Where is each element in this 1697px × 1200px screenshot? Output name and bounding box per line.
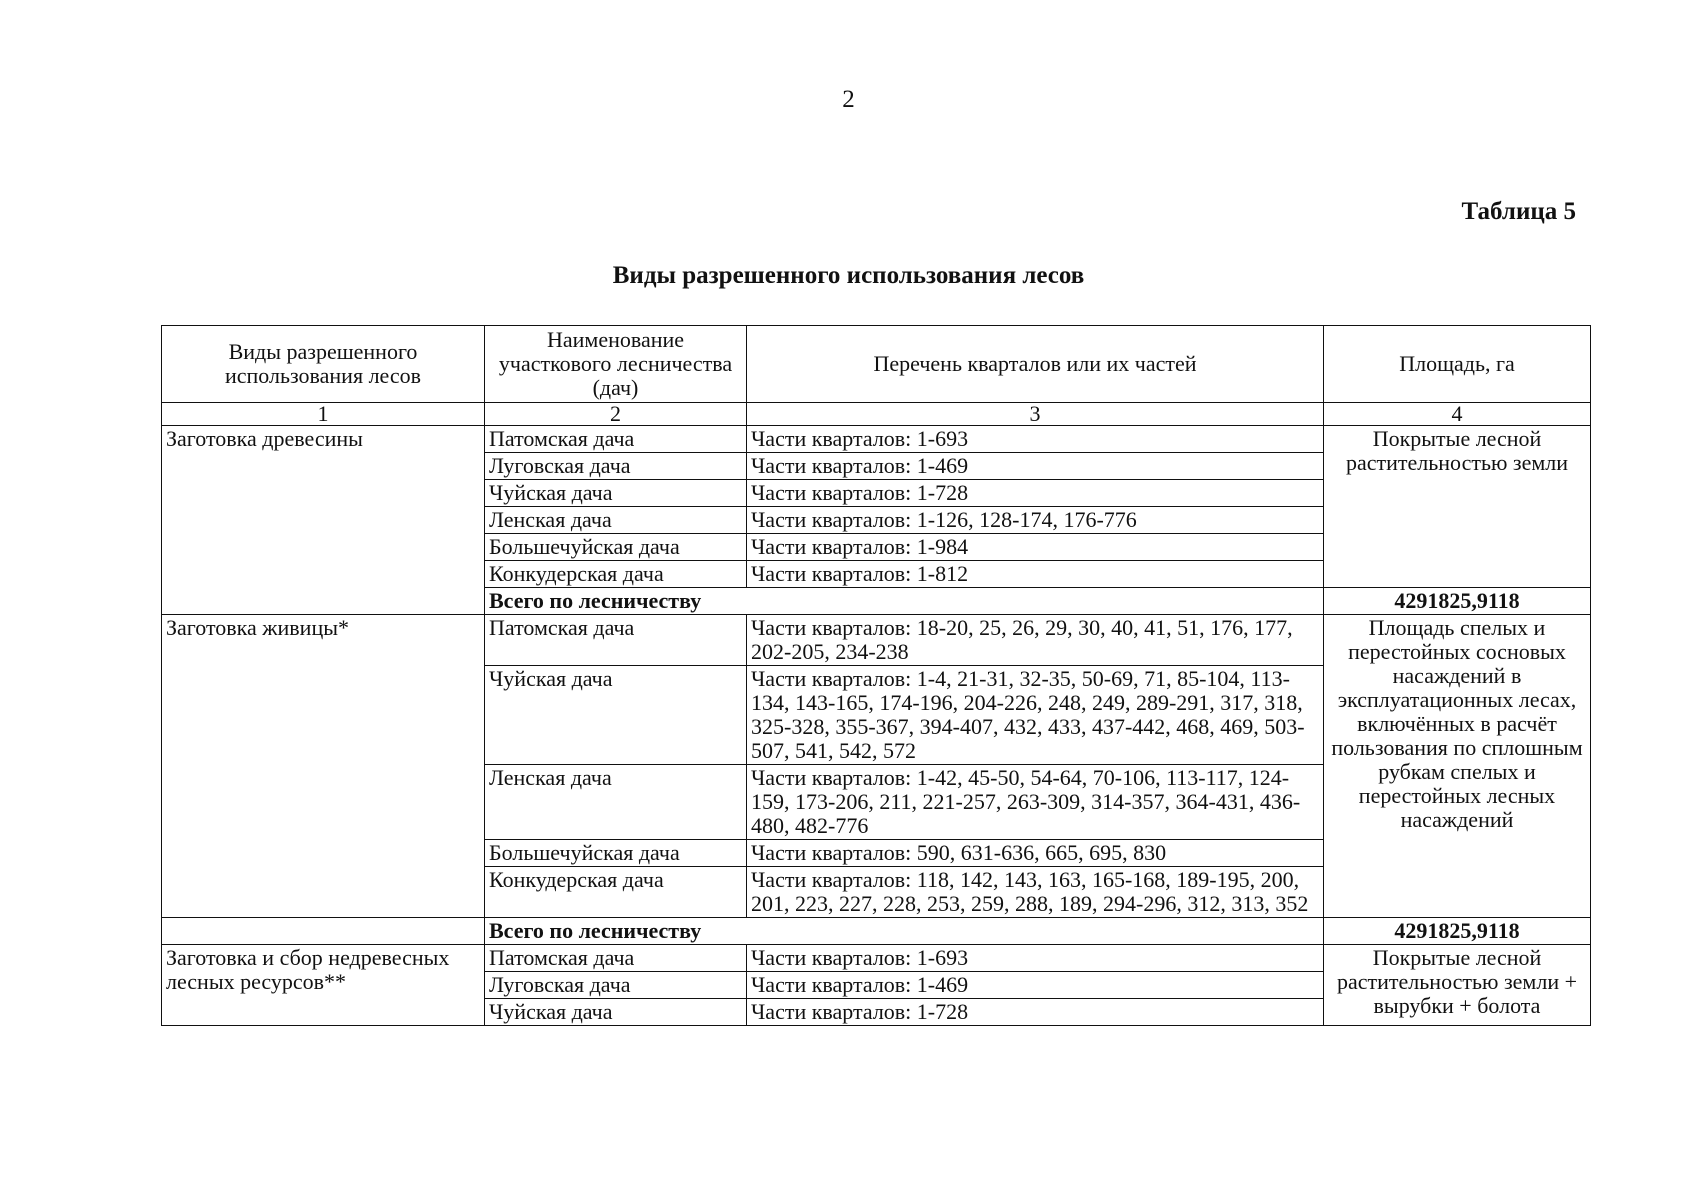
quarters-cell: Части кварталов: 1-42, 45-50, 54-64, 70-106, 113-117, 124-159, 173-206, 211, 221-257, 263-309, 314-357, 364-431, 436-480, 482-776 <box>747 765 1324 840</box>
quarters-cell: Части кварталов: 1-693 <box>747 945 1324 972</box>
quarters-cell: Части кварталов: 1-469 <box>747 972 1324 999</box>
quarters-cell: Части кварталов: 1-4, 21-31, 32-35, 50-69, 71, 85-104, 113-134, 143-165, 174-196, 204-226, 248, 249, 289-291, 317, 318, 325-328, 355-367, 394-407, 432, 433, 437-442, 468, 469, 503-507, 541, 542, 572 <box>747 666 1324 765</box>
quarters-cell: Части кварталов: 1-693 <box>747 426 1324 453</box>
header-cell: Виды разрешенного использования лесов <box>162 326 485 403</box>
column-number: 3 <box>747 403 1324 426</box>
dacha-cell: Чуйская дача <box>485 999 747 1026</box>
table-number: Таблица 5 <box>1461 198 1576 225</box>
quarters-cell: Части кварталов: 118, 142, 143, 163, 165-168, 189-195, 200, 201, 223, 227, 228, 253, 259, 288, 189, 294-296, 312, 313, 352 <box>747 867 1324 918</box>
quarters-cell: Части кварталов: 1-126, 128-174, 176-776 <box>747 507 1324 534</box>
use-type-cell: Заготовка живицы* <box>162 615 485 918</box>
quarters-cell: Части кварталов: 1-728 <box>747 480 1324 507</box>
quarters-cell: Части кварталов: 1-984 <box>747 534 1324 561</box>
quarters-cell: Части кварталов: 1-812 <box>747 561 1324 588</box>
quarters-cell: Части кварталов: 1-728 <box>747 999 1324 1026</box>
column-number-row <box>162 403 1591 426</box>
total-area: 4291825,9118 <box>1324 918 1591 945</box>
use-type-cell: Заготовка древесины <box>162 426 485 615</box>
quarters-cell: Части кварталов: 18-20, 25, 26, 29, 30, 40, 41, 51, 176, 177, 202-205, 234-238 <box>747 615 1324 666</box>
dacha-cell: Большечуйская дача <box>485 840 747 867</box>
dacha-cell: Ленская дача <box>485 507 747 534</box>
table-row <box>162 426 1591 453</box>
table-body <box>162 326 1591 1026</box>
dacha-cell: Луговская дача <box>485 972 747 999</box>
total-area: 4291825,9118 <box>1324 588 1591 615</box>
column-number: 1 <box>162 403 485 426</box>
forest-use-table <box>161 325 1591 1026</box>
dacha-cell: Ленская дача <box>485 765 747 840</box>
header-cell: Площадь, га <box>1324 326 1591 403</box>
dacha-cell: Чуйская дача <box>485 666 747 765</box>
dacha-cell: Луговская дача <box>485 453 747 480</box>
dacha-cell: Конкудерская дача <box>485 867 747 918</box>
total-label: Всего по лесничеству <box>485 588 1324 615</box>
table-row <box>162 945 1591 972</box>
quarters-cell: Части кварталов: 590, 631-636, 665, 695, 830 <box>747 840 1324 867</box>
header-cell: Перечень кварталов или их частей <box>747 326 1324 403</box>
header-cell: Наименование участкового лесничества (дач) <box>485 326 747 403</box>
table-header-row <box>162 326 1591 403</box>
page-number: 2 <box>842 86 855 113</box>
quarters-cell: Части кварталов: 1-469 <box>747 453 1324 480</box>
area-note-cell: Покрытые лесной растительностью земли + вырубки + болота <box>1324 945 1591 1026</box>
table-row <box>162 615 1591 666</box>
dacha-cell: Конкудерская дача <box>485 561 747 588</box>
column-number: 2 <box>485 403 747 426</box>
use-type-cell: Заготовка и сбор недревесных лесных ресурсов** <box>162 945 485 1026</box>
dacha-cell: Большечуйская дача <box>485 534 747 561</box>
dacha-cell: Патомская дача <box>485 426 747 453</box>
empty-cell <box>162 918 485 945</box>
total-label: Всего по лесничеству <box>485 918 1324 945</box>
document-title: Виды разрешенного использования лесов <box>612 262 1085 289</box>
total-row <box>162 918 1591 945</box>
dacha-cell: Патомская дача <box>485 615 747 666</box>
column-number: 4 <box>1324 403 1591 426</box>
area-note-cell: Покрытые лесной растительностью земли <box>1324 426 1591 588</box>
dacha-cell: Патомская дача <box>485 945 747 972</box>
area-note-cell: Площадь спелых и перестойных сосновых насаждений в эксплуатационных лесах, включённых в расчёт пользования по сплошным рубкам спелых и перестойных лесных насаждений <box>1324 615 1591 918</box>
dacha-cell: Чуйская дача <box>485 480 747 507</box>
